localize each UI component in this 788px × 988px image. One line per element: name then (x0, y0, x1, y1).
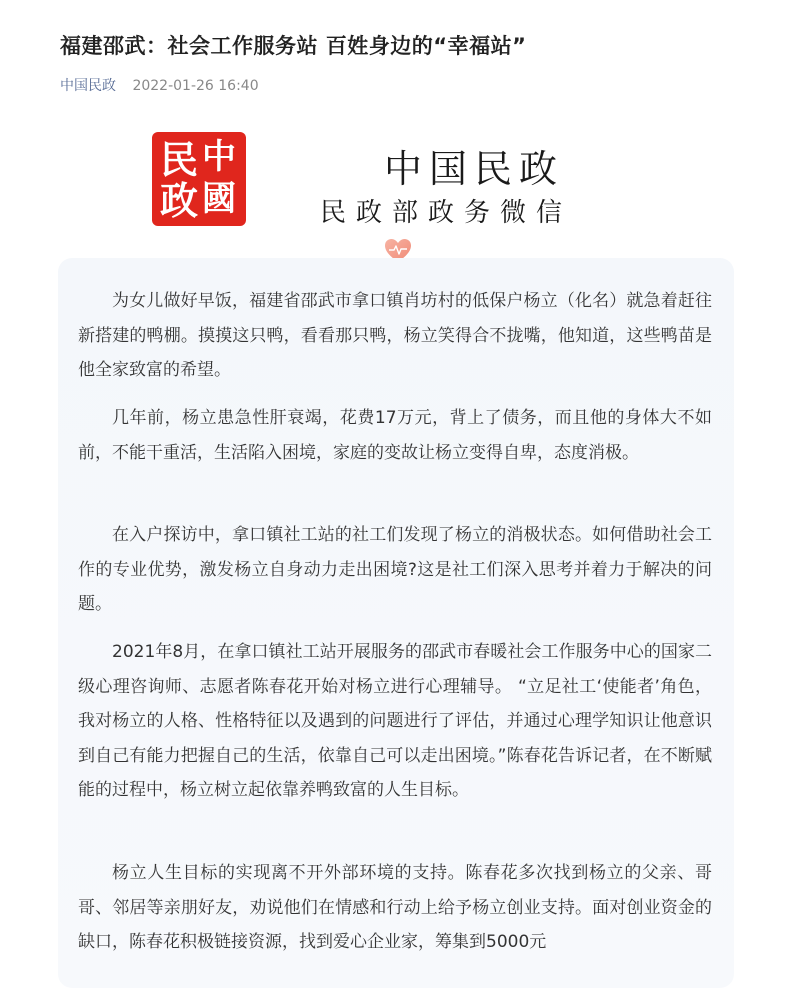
paragraph: 几年前，杨立患急性肝衰竭，花费17万元，背上了债务，而且他的身体大不如前，不能干重活，生活陷入困境，家庭的变故让杨立变得自卑，态度消极。 (78, 408, 712, 463)
account-name: 中国民政 (384, 147, 565, 191)
article-title: 福建邵武：社会工作服务站 百姓身边的“幸福站” (60, 34, 527, 58)
header-banner (152, 128, 632, 228)
paragraph: 为女儿做好早饭，福建省邵武市拿口镇肖坊村的低保户杨立（化名）就急着赶往新搭建的鸭棚。摸摸这只鸭，看看那只鸭，杨立笑得合不拢嘴，他知道，这些鸭苗是他全家致富的希望。 (78, 291, 712, 380)
paragraph: 在入户探访中，拿口镇社工站的社工们发现了杨立的消极状态。如何借助社会工作的专业优势，激发杨立自身动力走出困境?这是社工们深入思考并着力于解决的问题。 (78, 525, 712, 614)
account-subtitle: 民政部政务微信 (320, 198, 573, 228)
seal-char: 政 (160, 178, 199, 223)
paragraph: 2021年8月，在拿口镇社工站开展服务的邵武市春暖社会工作服务中心的国家二级心理咨询师、志愿者陈春花开始对杨立进行心理辅导。 “立足社工‘使能者’角色，我对杨立的人格、性格特征以及遇到的问题进行了评估，并通过心理学知识让他意识到自己有能力把握自己的生活，依靠自己可以走出困境。”陈春花告诉记者，在不断赋能的过程中，杨立树立起依靠养鸭致富的人生目标。 (78, 642, 712, 800)
paragraph: 杨立人生目标的实现离不开外部环境的支持。陈春花多次找到杨立的父亲、哥哥、邻居等亲朋好友，劝说他们在情感和行动上给予杨立创业支持。面对创业资金的缺口，陈春花积极链接资源，找到爱心企业家，筹集到5000元 (78, 863, 712, 952)
publish-time: 2022-01-26 16:40 (132, 78, 259, 94)
seal-char: 民 (160, 137, 199, 182)
seal-char: 中 (202, 137, 236, 177)
source-link[interactable]: 中国民政 (60, 78, 116, 94)
seal-logo (152, 132, 246, 226)
seal-char: 國 (202, 179, 236, 219)
article-meta (60, 75, 259, 95)
